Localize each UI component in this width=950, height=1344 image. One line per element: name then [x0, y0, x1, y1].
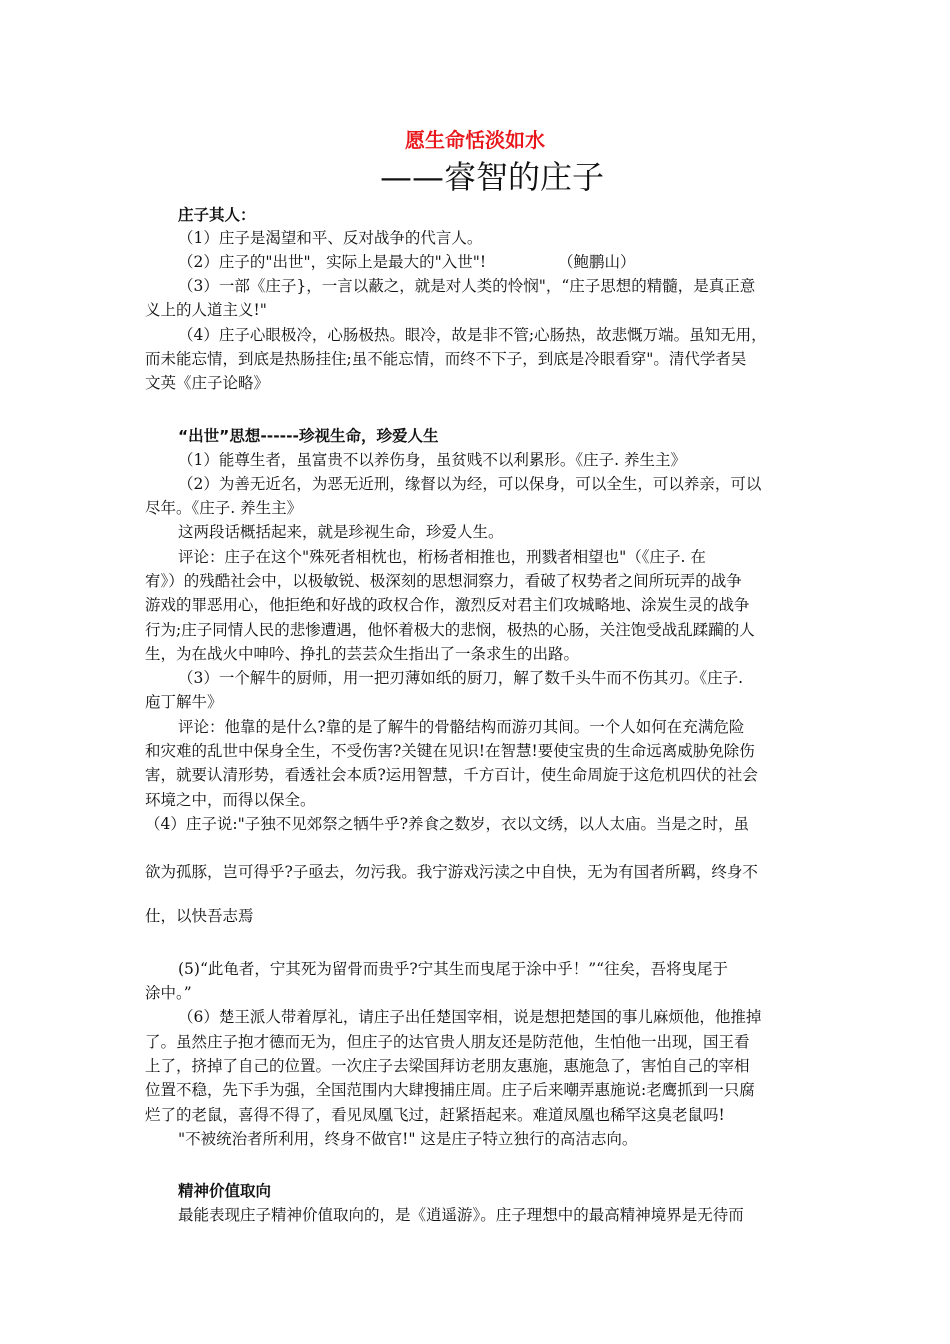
paragraph-line: （1）能尊生者，虽富贵不以养伤身，虽贫贱不以利累形。《庄子. 养生主》 — [178, 451, 686, 469]
paragraph-line: 烂了的老鼠，喜得不得了，看见凤凰飞过，赶紧捂起来。难道凤凰也稀罕这臭老鼠吗! — [145, 1106, 725, 1124]
commentary-line: 游戏的罪恶用心，他拒绝和好战的政权合作，激烈反对君主们攻城略地、涂炭生灵的战争 — [145, 596, 750, 614]
paragraph-line: （6）楚王派人带着厚礼，请庄子出任楚国宰相，说是想把楚国的事儿麻烦他，他推掉 — [178, 1008, 762, 1026]
paragraph-line: 了。虽然庄子抱才德而无为，但庄子的达官贵人朋友还是防范他，生怕他一出现，国王看 — [145, 1033, 750, 1051]
document-title: 愿生命恬淡如水 — [405, 128, 545, 152]
commentary-line: 和灾难的乱世中保身全生，不受伤害?关键在见识!在智慧!要使宝贵的生命远离威胁免除伤 — [145, 742, 755, 760]
paragraph-line: 欲为孤豚，岂可得乎?子亟去，勿污我。我宁游戏污渎之中自快，无为有国者所羁，终身不 — [145, 863, 758, 881]
paragraph-line: （2）庄子的"出世"，实际上是最大的"入世"! — [178, 253, 487, 271]
paragraph-line: 庖丁解牛》 — [145, 693, 223, 711]
paragraph-line: 义上的人道主义!" — [145, 301, 267, 319]
paragraph-line: （1）庄子是渴望和平、反对战争的代言人。 — [178, 229, 483, 247]
paragraph-line: （3）一个解牛的厨师，用一把刃薄如纸的厨刀，解了数千头牛而不伤其刃。《庄子. — [178, 669, 744, 687]
paragraph-line: "不被统治者所利用，终身不做官!" 这是庄子特立独行的高洁志向。 — [178, 1130, 638, 1148]
commentary-line: 生，为在战火中呻吟、挣扎的芸芸众生指出了一条求生的出路。 — [145, 645, 580, 663]
paragraph-line: 而未能忘情，到底是热肠挂住;虽不能忘情，而终不下子，到底是冷眼看穿"。清代学者吴 — [145, 350, 747, 368]
paragraph-line: （2）为善无近名，为恶无近刑，缘督以为经，可以保身，可以全生，可以养亲，可以 — [178, 475, 762, 493]
section-heading-zhuangzi-person: 庄子其人： — [178, 206, 256, 224]
paragraph-line: 最能表现庄子精神价值取向的，是《逍遥游》。庄子理想中的最高精神境界是无待而 — [178, 1206, 744, 1224]
paragraph-line: 文英《庄子论略》 — [145, 374, 270, 392]
paragraph-line: 仕，以快吾志焉 — [145, 907, 254, 925]
paragraph-line: （4）庄子说:"子独不见郊祭之牺牛乎?养食之数岁，衣以文绣，以人太庙。当是之时，虽 — [145, 815, 750, 833]
paragraph-line: （4）庄子心眼极冷，心肠极热。眼冷，故是非不管;心肠热，故悲慨万端。虽知无用， — [178, 326, 767, 344]
commentary-line: 评论：庄子在这个"殊死者相枕也，桁杨者相推也，刑戮者相望也"（《庄子. 在 — [178, 548, 706, 566]
paragraph-line: (5)“此龟者，宁其死为留骨而贵乎?宁其生而曳尾于涂中乎！”“往矣，吾将曳尾于 — [178, 960, 729, 978]
section-heading-chushi-thought: “出世”思想------珍视生命，珍爱人生 — [178, 427, 439, 445]
paragraph-line: 位置不稳，先下手为强，全国范围内大肆搜捕庄周。庄子后来嘲弄惠施说:老鹰抓到一只腐 — [145, 1081, 755, 1099]
commentary-line: 害，就要认清形势，看透社会本质?运用智慧，千方百计，使生命周旋于这危机四伏的社会 — [145, 766, 758, 784]
commentary-line: 宥》）的残酷社会中，以极敏锐、极深刻的思想洞察力，看破了权势者之间所玩弄的战争 — [145, 572, 742, 590]
section-heading-spiritual-value: 精神价值取向 — [178, 1182, 272, 1200]
commentary-line: 环境之中，而得以保全。 — [145, 791, 316, 809]
citation-note: （鲍鹏山） — [558, 253, 636, 271]
paragraph-line: 上了，挤掉了自己的位置。一次庄子去梁国拜访老朋友惠施，惠施急了，害怕自己的宰相 — [145, 1057, 750, 1075]
paragraph-line: 尽年。《庄子. 养生主》 — [145, 499, 303, 517]
paragraph-line: 涂中。” — [145, 984, 192, 1002]
paragraph-line: 这两段话概括起来，就是珍视生命，珍爱人生。 — [178, 523, 504, 541]
paragraph-line: （3）一部《庄子}，一言以蔽之，就是对人类的怜悯"，“庄子思想的精髓，是真正意 — [178, 277, 756, 295]
commentary-line: 行为;庄子同情人民的悲惨遭遇，他怀着极大的悲悯，极热的心肠，关注饱受战乱蹂躏的人 — [145, 621, 755, 639]
document-subtitle: ——睿智的庄子 — [380, 158, 605, 196]
commentary-line: 评论：他靠的是什么?靠的是了解牛的骨骼结构而游刃其间。一个人如何在充满危险 — [178, 718, 745, 736]
